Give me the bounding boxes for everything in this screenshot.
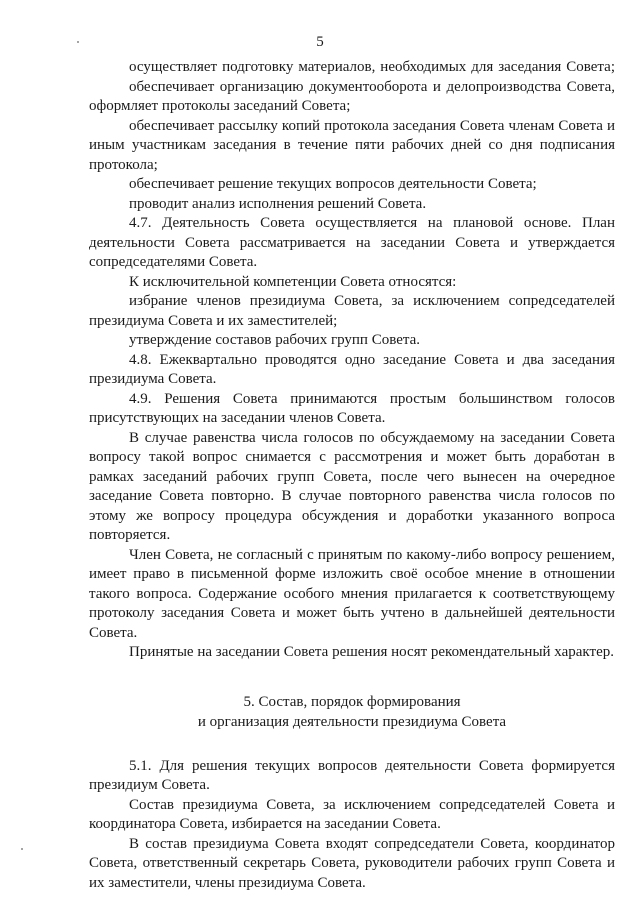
paragraph: проводит анализ исполнения решений Совета.: [129, 195, 427, 212]
paragraph: осуществляет подготовку материалов, необходимых для заседания Совета;: [129, 59, 615, 75]
paragraph: 4.8. Ежеквартально проводятся одно заседание Совета и два заседания президиума Совета.: [89, 351, 615, 387]
section-title-line: и организация деятельности президиума Совета: [197, 713, 507, 730]
paragraph: Состав президиума Совета, за исключением сопредседателей Совета и координатора Совета, избирается на заседании Совета.: [89, 796, 615, 832]
paragraph: В случае равенства числа голосов по обсуждаемому на заседании Совета вопросу такой вопрос снимается с рассмотрения и может быть доработан в рамках заседаний рабочих групп Совета, после чего вынесен на очередное заседание Совета повторно. В случае повторного равенства числа голосов по этому же вопросу процедура обсуждения и доработки указанного вопроса повторяется.: [89, 429, 615, 543]
paragraph: 4.7. Деятельность Совета осуществляется на плановой основе. План деятельности Совета рассматривается на заседании Совета и утверждается сопредседателями Совета.: [89, 215, 615, 270]
paragraph: обеспечивает решение текущих вопросов деятельности Совета;: [129, 176, 537, 192]
paragraph: утверждение составов рабочих групп Совета.: [129, 332, 421, 348]
paragraph: 4.9. Решения Совета принимаются простым большинством голосов присутствующих на заседании членов Совета.: [89, 390, 615, 426]
section-title-line: 5. Состав, порядок формирования: [243, 693, 461, 710]
paragraph: обеспечивает рассылку копий протокола заседания Совета членам Совета и иным участникам заседания в течение пяти рабочих дней со дня подписания протокола;: [89, 117, 615, 173]
paragraph: В состав президиума Совета входят сопредседатели Совета, координатор Совета, ответственный секретарь Совета, руководители рабочих групп Совета и их заместители, члены президиума Совета.: [89, 835, 615, 891]
section-title: [89, 692, 615, 732]
paragraph: обеспечивает организацию документооборота и делопроизводства Совета, оформляет протоколы заседаний Совета;: [89, 78, 615, 114]
paragraph: 5.1. Для решения текущих вопросов деятельности Совета формируется президиум Совета.: [89, 757, 615, 793]
paragraph: избрание членов президиума Совета, за исключением сопредседателей президиума Совета и их заместителей;: [89, 293, 615, 329]
paragraph: К исключительной компетенции Совета относятся:: [129, 273, 457, 290]
paragraph: Принятые на заседании Совета решения носят рекомендательный характер.: [129, 644, 614, 660]
page-number: 5: [316, 34, 324, 50]
paragraph: Член Совета, не согласный с принятым по какому-либо вопросу решением, имеет право в письменной форме изложить своё особое мнение в отношении такого вопроса. Содержание особого мнения прилагается к соответствующему протоколу заседания Совета и может быть учтено в дальнейшей деятельности Совета.: [89, 546, 615, 641]
document-body: [89, 58, 615, 893]
scan-speck: [21, 848, 23, 850]
